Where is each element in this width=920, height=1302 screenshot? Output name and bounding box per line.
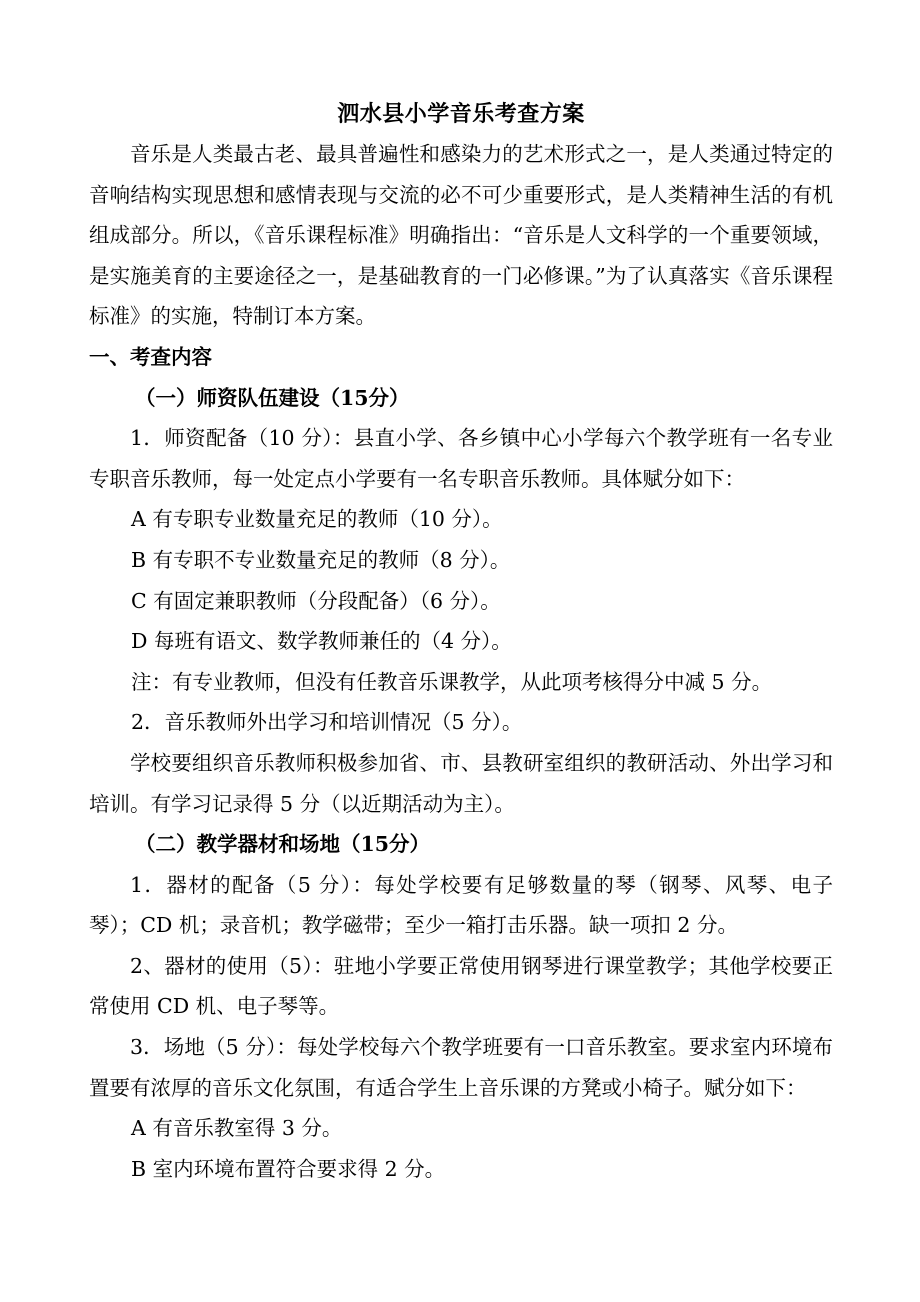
subsection-heading-equipment: （二）教学器材和场地（15分） [135, 832, 431, 857]
document-page [89, 94, 833, 1189]
intro-paragraph: 音乐是人类最古老、最具普遍性和感染力的艺术形式之一，是人类通过特定的音响结构实现思想和感情表现与交流的必不可少重要形式，是人类精神生活的有机组成部分。所以，《音乐课程标准》明确指出：“音乐是人文科学的一个重要领域，是实施美育的主要途径之一，是基础教育的一门必修课。”为了认真落实《音乐课程标准》的实施，特制订本方案。 [89, 142, 833, 329]
item-teacher-staffing: 1．师资配备（10 分）：县直小学、各乡镇中心小学每六个教学班有一名专业专职音乐教师，每一处定点小学要有一名专职音乐教师。具体赋分如下： [89, 426, 833, 491]
item-venue: 3．场地（5 分）：每处学校每六个教学班要有一口音乐教室。要求室内环境布置要有浓厚的音乐文化氛围，有适合学生上音乐课的方凳或小椅子。赋分如下： [89, 1035, 833, 1100]
score-option-b: B 有专职不专业数量充足的教师（8 分）。 [131, 547, 511, 572]
score-option-c: C 有固定兼职教师（分段配备）（6 分）。 [131, 588, 501, 613]
item-teacher-training: 2．音乐教师外出学习和培训情况（5 分）。 [131, 710, 523, 735]
venue-score-b: B 室内环境布置符合要求得 2 分。 [131, 1156, 446, 1181]
score-option-a: A 有专职专业数量充足的教师（10 分）。 [131, 507, 503, 532]
venue-score-a: A 有音乐教室得 3 分。 [131, 1116, 343, 1141]
section-heading-content: 一、考查内容 [89, 344, 212, 369]
training-paragraph: 学校要组织音乐教师积极参加省、市、县教研室组织的教研活动、外出学习和培训。有学习记录得 5 分（以近期活动为主）。 [89, 750, 833, 816]
item-equipment-provision: 1．器材的配备（5 分）：每处学校要有足够数量的琴（钢琴、风琴、电子琴）；CD 机；录音机；教学磁带；至少一箱打击乐器。缺一项扣 2 分。 [89, 872, 833, 938]
score-option-d: D 每班有语文、数学教师兼任的（4 分）。 [131, 629, 512, 654]
note-paragraph: 注：有专业教师，但没有任教音乐课教学，从此项考核得分中减 5 分。 [131, 669, 773, 694]
subsection-heading-teachers: （一）师资队伍建设（15分） [135, 385, 410, 410]
item-equipment-usage: 2、器材的使用（5）：驻地小学要正常使用钢琴进行课堂教学；其他学校要正常使用 CD 机、电子琴等。 [89, 953, 833, 1019]
document-title: 泗水县小学音乐考查方案 [337, 101, 585, 127]
